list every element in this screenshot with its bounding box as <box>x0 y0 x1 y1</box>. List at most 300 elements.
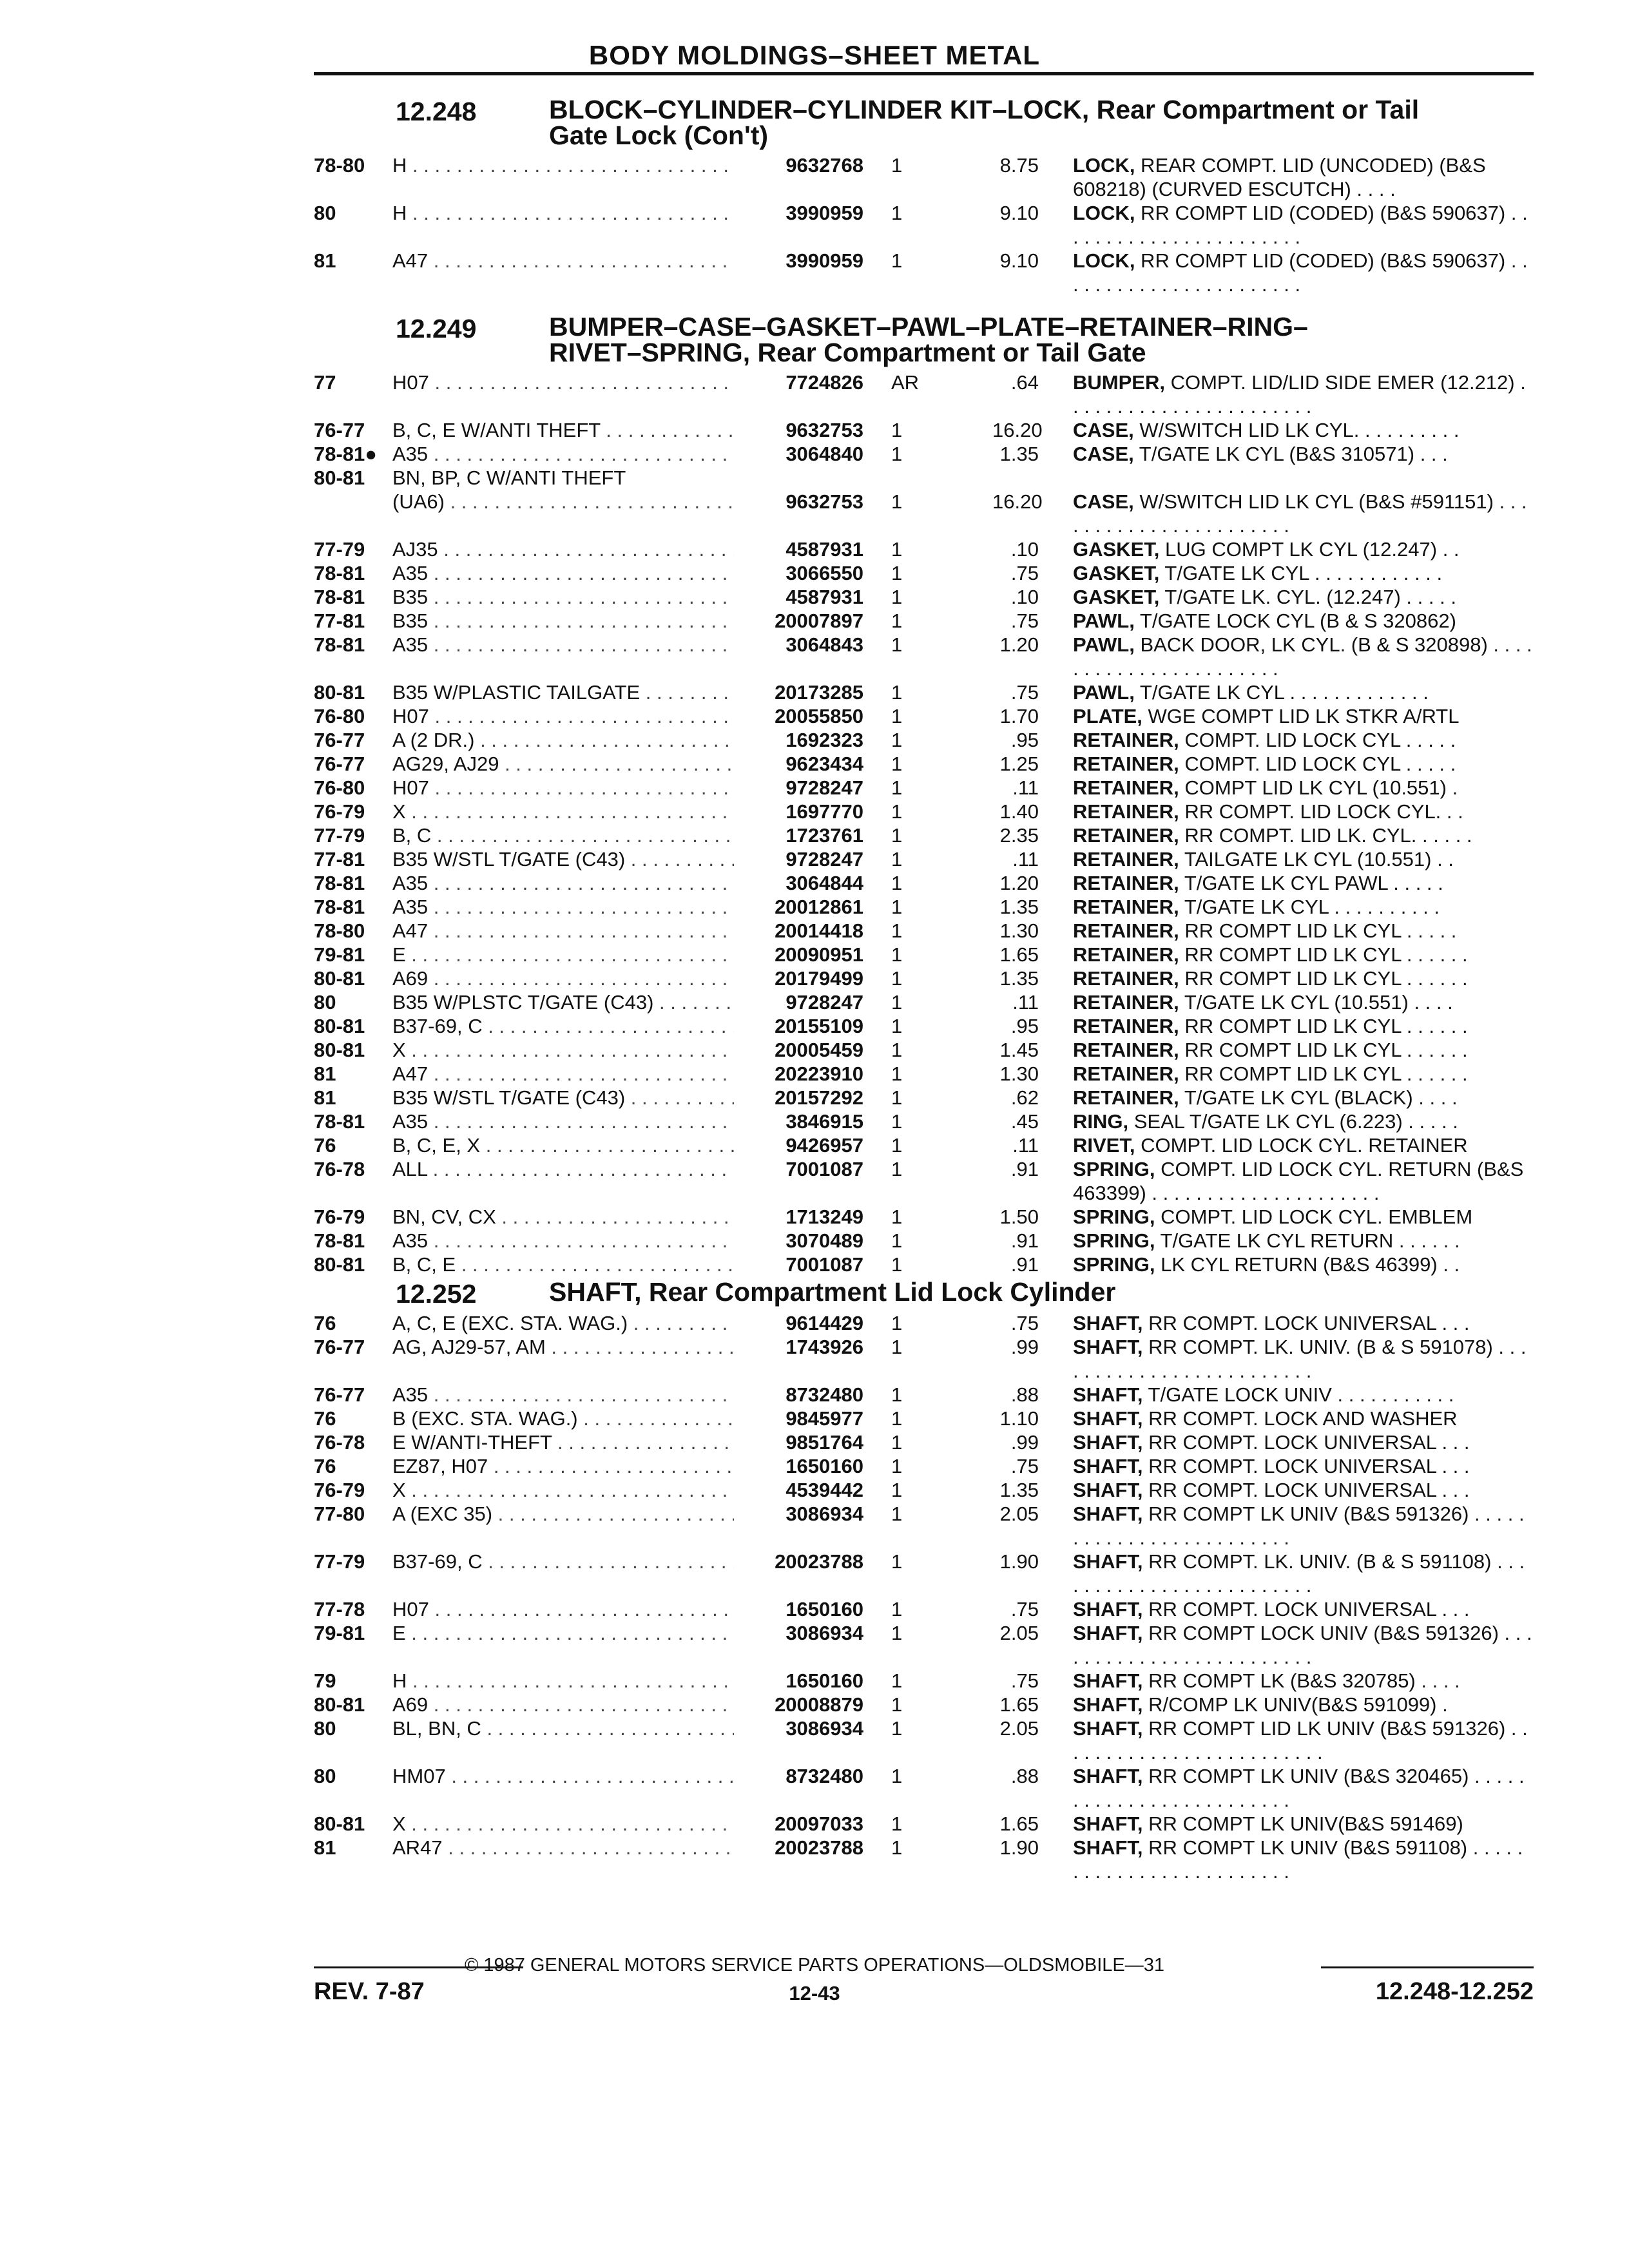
model-code: B35 . . . <box>392 609 734 633</box>
part-description <box>1073 1086 1534 1110</box>
part-name: PAWL, <box>1073 633 1135 656</box>
part-description <box>1073 1430 1534 1454</box>
part-description <box>1073 1253 1534 1276</box>
part-detail: T/GATE LK. CYL. (12.247) . . . . . <box>1159 586 1456 608</box>
model-year: 78-81● <box>314 443 378 465</box>
part-detail: RR COMPT. LOCK UNIVERSAL . . . <box>1142 1479 1470 1501</box>
model-year: 78-81 <box>314 872 365 894</box>
model-year: 76-77 <box>314 729 365 751</box>
part-detail: T/GATE LK CYL RETURN . . . . . . <box>1155 1229 1460 1252</box>
list-price: .10 <box>1010 538 1039 561</box>
list-price: 2.05 <box>999 1717 1039 1740</box>
list-price: 1.20 <box>999 633 1039 656</box>
part-name: LOCK, <box>1073 202 1135 224</box>
part-number: 20223910 <box>775 1062 863 1085</box>
list-price: .62 <box>1010 1086 1039 1109</box>
part-description <box>1073 1550 1534 1597</box>
parts-row <box>0 1669 1629 1693</box>
quantity: 1 <box>891 1015 903 1037</box>
part-description <box>1073 1133 1534 1157</box>
parts-row <box>0 990 1629 1014</box>
part-name: LOCK, <box>1073 154 1135 177</box>
parts-row <box>0 466 1629 490</box>
part-name: SPRING, <box>1073 1206 1155 1228</box>
parts-row <box>0 1133 1629 1157</box>
quantity: 1 <box>891 1110 903 1133</box>
part-description <box>1073 1812 1534 1836</box>
quantity: 1 <box>891 753 903 775</box>
part-name: GASKET, <box>1073 586 1160 608</box>
part-detail: W/SWITCH LID LK CYL. . . . . . . . . . <box>1133 419 1460 441</box>
model-code: A35 . . . <box>392 1110 734 1133</box>
list-price: 9.10 <box>999 249 1039 272</box>
part-description <box>1073 490 1534 537</box>
part-description <box>1073 704 1534 728</box>
model-year: 81 <box>314 1062 336 1085</box>
parts-row <box>0 1550 1629 1597</box>
list-price: 2.05 <box>999 1503 1039 1525</box>
part-name: RETAINER, <box>1073 967 1179 990</box>
part-detail: RR COMPT LOCK UNIV (B&S 591326) . . . . . . . . . . . . . . . . . . . . . . . . . <box>1073 1622 1532 1668</box>
list-price: .11 <box>1012 776 1039 799</box>
list-price: 1.90 <box>999 1550 1039 1573</box>
part-name: SPRING, <box>1073 1229 1155 1252</box>
part-description <box>1073 609 1534 633</box>
list-price: .75 <box>1010 1598 1039 1620</box>
part-name: RETAINER, <box>1073 872 1179 894</box>
model-code: E . . . <box>392 943 734 966</box>
part-detail: SEAL T/GATE LK CYL (6.223) . . . . . <box>1128 1110 1458 1133</box>
part-name: GASKET, <box>1073 562 1160 584</box>
list-price: .45 <box>1010 1110 1039 1133</box>
part-number: 20179499 <box>775 967 863 990</box>
model-year: 76 <box>314 1312 336 1334</box>
part-description <box>1073 895 1534 919</box>
footer-page-number: 12-43 <box>789 1982 840 2004</box>
parts-row <box>0 633 1629 680</box>
part-name: SHAFT, <box>1073 1717 1143 1740</box>
part-number: 20023788 <box>775 1836 863 1859</box>
model-year: 76-79 <box>314 800 365 823</box>
part-number: 9728247 <box>786 848 863 870</box>
parts-row <box>0 1836 1629 1883</box>
part-number: 1650160 <box>786 1669 863 1692</box>
part-description <box>1073 537 1534 561</box>
model-code: H . . . <box>392 201 734 225</box>
list-price: .11 <box>1012 1134 1039 1157</box>
part-detail: T/GATE LK CYL . . . . . . . . . . . . . <box>1134 681 1429 704</box>
list-price: 8.75 <box>999 154 1039 177</box>
model-year: 79-81 <box>314 1622 365 1644</box>
part-description <box>1073 1205 1534 1229</box>
model-code: E W/ANTI-THEFT . . . <box>392 1430 734 1454</box>
part-detail: T/GATE LK CYL . . . . . . . . . . <box>1179 896 1440 918</box>
list-price: .95 <box>1010 729 1039 751</box>
part-number: 20097033 <box>775 1812 863 1835</box>
part-number: 1692323 <box>786 729 863 751</box>
part-number: 9623434 <box>786 753 863 775</box>
model-code: A69 . . . <box>392 966 734 990</box>
quantity: 1 <box>891 1229 903 1252</box>
parts-row <box>0 680 1629 704</box>
part-description <box>1073 1669 1534 1693</box>
parts-row <box>0 728 1629 752</box>
model-code: AR47 . . . <box>392 1836 734 1860</box>
part-name: RETAINER, <box>1073 943 1179 966</box>
list-price: 1.70 <box>999 705 1039 727</box>
quantity: 1 <box>891 1062 903 1085</box>
parts-row <box>0 966 1629 990</box>
part-name: SHAFT, <box>1073 1550 1143 1573</box>
list-price: 1.45 <box>999 1039 1039 1061</box>
page-header-title: BODY MOLDINGS–SHEET METAL <box>588 40 1041 70</box>
part-number: 20173285 <box>775 681 863 704</box>
parts-row <box>0 1110 1629 1133</box>
model-year: 80 <box>314 991 336 1014</box>
part-detail: RR COMPT. LOCK UNIVERSAL . . . <box>1142 1431 1470 1454</box>
part-name: SPRING, <box>1073 1158 1155 1180</box>
model-year: 76-80 <box>314 705 365 727</box>
model-code: A47 . . . <box>392 1062 734 1086</box>
part-detail: T/GATE LK CYL PAWL . . . . . <box>1179 872 1443 894</box>
model-code: B35 W/STL T/GATE (C43) . . . <box>392 847 734 871</box>
model-year: 76-79 <box>314 1479 365 1501</box>
model-year: 77-80 <box>314 1503 365 1525</box>
model-code: AG, AJ29-57, AM . . . <box>392 1335 734 1359</box>
model-code: X . . . <box>392 1478 734 1502</box>
quantity: 1 <box>891 202 903 224</box>
part-detail: BACK DOOR, LK CYL. (B & S 320898) . . . . . . . . . . . . . . . . . . . . . . . <box>1073 633 1532 680</box>
part-detail: REAR COMPT. LID (UNCODED) (B&S 608218) (CURVED ESCUTCH) . . . . <box>1073 154 1486 200</box>
part-number: 9632753 <box>786 490 863 513</box>
parts-row <box>0 1335 1629 1383</box>
list-price: .99 <box>1010 1336 1039 1358</box>
parts-row <box>0 1478 1629 1502</box>
part-number: 4539442 <box>786 1479 863 1501</box>
model-year: 81 <box>314 1086 336 1109</box>
part-detail: RR COMPT LK (B&S 320785) . . . . <box>1142 1669 1460 1692</box>
part-detail: COMPT. LID LOCK CYL . . . . . <box>1179 729 1456 751</box>
part-description <box>1073 1157 1534 1205</box>
part-detail: RR COMPT. LOCK UNIVERSAL . . . <box>1142 1312 1470 1334</box>
part-description <box>1073 871 1534 895</box>
parts-row <box>0 1597 1629 1621</box>
list-price: .91 <box>1010 1253 1039 1276</box>
part-name: SHAFT, <box>1073 1336 1143 1358</box>
parts-row <box>0 1086 1629 1110</box>
part-detail: RR COMPT. LID LK. CYL. . . . . . <box>1179 824 1472 847</box>
model-code: BL, BN, C . . . <box>392 1716 734 1740</box>
model-year: 77-78 <box>314 1598 365 1620</box>
quantity: 1 <box>891 419 903 441</box>
model-code: B35 W/STL T/GATE (C43) . . . <box>392 1086 734 1110</box>
part-detail: RR COMPT. LOCK UNIVERSAL . . . <box>1142 1455 1470 1477</box>
part-description <box>1073 680 1534 704</box>
part-description <box>1073 201 1534 249</box>
part-name: SHAFT, <box>1073 1455 1143 1477</box>
part-description <box>1073 249 1534 296</box>
part-number: 3086934 <box>786 1503 863 1525</box>
quantity: 1 <box>891 896 903 918</box>
model-year: 78-80 <box>314 919 365 942</box>
parts-row <box>0 1253 1629 1276</box>
list-price: 9.10 <box>999 202 1039 224</box>
quantity: AR <box>891 371 920 394</box>
part-number: 1650160 <box>786 1598 863 1620</box>
part-detail: R/COMP LK UNIV(B&S 591099) . <box>1142 1693 1448 1716</box>
part-detail: T/GATE LK CYL (10.551) . . . . <box>1179 991 1453 1014</box>
part-detail: LK CYL RETURN (B&S 46399) . . <box>1155 1253 1460 1276</box>
model-year: 77 <box>314 371 336 394</box>
part-name: RETAINER, <box>1073 991 1179 1014</box>
model-year: 80-81 <box>314 1693 365 1716</box>
list-price: 1.20 <box>999 872 1039 894</box>
header-rule <box>314 72 1534 75</box>
part-number: 1650160 <box>786 1455 863 1477</box>
part-detail: RR COMPT LID LK CYL . . . . . . <box>1179 1015 1468 1037</box>
list-price: 1.35 <box>999 1479 1039 1501</box>
parts-row <box>0 1014 1629 1038</box>
part-name: RIVET, <box>1073 1134 1135 1157</box>
part-name: PAWL, <box>1073 610 1135 632</box>
list-price: 1.35 <box>999 443 1039 465</box>
part-number: 20012861 <box>775 896 863 918</box>
parts-row <box>0 1502 1629 1550</box>
part-detail: COMPT. LID LOCK CYL. RETAINER <box>1135 1134 1468 1157</box>
part-number: 3066550 <box>786 562 863 584</box>
parts-row <box>0 704 1629 728</box>
part-description <box>1073 1836 1534 1883</box>
part-name: RETAINER, <box>1073 729 1179 751</box>
model-code: A47 . . . <box>392 919 734 943</box>
part-name: RETAINER, <box>1073 1039 1179 1061</box>
model-code: B35 . . . <box>392 585 734 609</box>
model-code: B, C, E . . . <box>392 1253 734 1276</box>
part-number: 3086934 <box>786 1622 863 1644</box>
part-description <box>1073 418 1534 442</box>
part-name: GASKET, <box>1073 538 1160 561</box>
part-description <box>1073 1502 1534 1550</box>
parts-row <box>0 370 1629 418</box>
quantity: 1 <box>891 1039 903 1061</box>
section-heading <box>0 314 1629 370</box>
model-code: H07 . . . <box>392 370 734 394</box>
part-description <box>1073 585 1534 609</box>
part-detail: RR COMPT LID LK CYL . . . . . . <box>1179 1062 1468 1085</box>
part-name: RETAINER, <box>1073 1015 1179 1037</box>
section-12.252 <box>0 1279 1629 1883</box>
model-code: B35 W/PLASTIC TAILGATE . . . <box>392 680 734 704</box>
list-price: .91 <box>1010 1229 1039 1252</box>
part-name: RETAINER, <box>1073 776 1179 799</box>
quantity: 1 <box>891 610 903 632</box>
part-detail: COMPT LID LK CYL (10.551) . <box>1179 776 1458 799</box>
model-code: BN, CV, CX . . . <box>392 1205 734 1229</box>
part-number: 20005459 <box>775 1039 863 1061</box>
part-description <box>1073 1110 1534 1133</box>
quantity: 1 <box>891 729 903 751</box>
quantity: 1 <box>891 776 903 799</box>
quantity: 1 <box>891 1812 903 1835</box>
part-number: 7001087 <box>786 1158 863 1180</box>
parts-row <box>0 1716 1629 1764</box>
part-detail: W/SWITCH LID LK CYL (B&S #591151) . . . . . . . . . . . . . . . . . . . . . . . <box>1073 490 1527 537</box>
section-title: BUMPER–CASE–GASKET–PAWL–PLATE–RETAINER–RING– RIVET–SPRING, Rear Compartment or Tail Gate <box>549 312 1308 367</box>
parts-row <box>0 585 1629 609</box>
model-year: 80-81 <box>314 1253 365 1276</box>
part-name: SHAFT, <box>1073 1479 1143 1501</box>
parts-row <box>0 823 1629 847</box>
part-detail: COMPT. LID LOCK CYL. EMBLEM <box>1155 1206 1473 1228</box>
list-price: 1.30 <box>999 919 1039 942</box>
part-name: RETAINER, <box>1073 1062 1179 1085</box>
part-name: SPRING, <box>1073 1253 1155 1276</box>
part-detail: RR COMPT. LK. UNIV. (B & S 591078) . . . . . . . . . . . . . . . . . . . . . . . . . <box>1073 1336 1527 1382</box>
part-description <box>1073 1407 1534 1430</box>
quantity: 1 <box>891 1253 903 1276</box>
part-description <box>1073 1062 1534 1086</box>
part-description <box>1073 370 1534 418</box>
model-code: A35 . . . <box>392 561 734 585</box>
part-number: 3070489 <box>786 1229 863 1252</box>
model-code: B35 W/PLSTC T/GATE (C43) . . . <box>392 990 734 1014</box>
model-year: 78-81 <box>314 633 365 656</box>
footer-revision: REV. 7-87 <box>314 1978 425 2005</box>
list-price: .91 <box>1010 1158 1039 1180</box>
quantity: 1 <box>891 1693 903 1716</box>
quantity: 1 <box>891 1717 903 1740</box>
list-price: 1.35 <box>999 896 1039 918</box>
model-code: H07 . . . <box>392 1597 734 1621</box>
parts-row <box>0 1454 1629 1478</box>
quantity: 1 <box>891 249 903 272</box>
model-year: 80-81 <box>314 466 365 489</box>
part-description <box>1073 1693 1534 1716</box>
part-description <box>1073 442 1534 466</box>
list-price: .75 <box>1010 562 1039 584</box>
quantity: 1 <box>891 1158 903 1180</box>
part-description <box>1073 153 1534 201</box>
quantity: 1 <box>891 824 903 847</box>
part-name: BUMPER, <box>1073 371 1165 394</box>
model-year: 80-81 <box>314 1039 365 1061</box>
model-year: 76-77 <box>314 1383 365 1406</box>
part-name: SHAFT, <box>1073 1812 1143 1835</box>
model-year: 78-81 <box>314 1229 365 1252</box>
part-name: RETAINER, <box>1073 896 1179 918</box>
quantity: 1 <box>891 562 903 584</box>
model-year: 77-79 <box>314 538 365 561</box>
part-detail: RR COMPT LID LK CYL . . . . . . <box>1179 943 1468 966</box>
part-number: 4587931 <box>786 586 863 608</box>
list-price: .88 <box>1010 1765 1039 1787</box>
part-description <box>1073 1014 1534 1038</box>
quantity: 1 <box>891 538 903 561</box>
part-name: SHAFT, <box>1073 1765 1143 1787</box>
quantity: 1 <box>891 1383 903 1406</box>
list-price: 1.65 <box>999 1812 1039 1835</box>
part-number: 4587931 <box>786 538 863 561</box>
model-year: 77-81 <box>314 848 365 870</box>
list-price: 1.30 <box>999 1062 1039 1085</box>
parts-row <box>0 537 1629 561</box>
quantity: 1 <box>891 1312 903 1334</box>
list-price: 1.65 <box>999 1693 1039 1716</box>
quantity: 1 <box>891 872 903 894</box>
footer-section-range: 12.248-12.252 <box>1375 1978 1534 2005</box>
model-year: 76-77 <box>314 419 365 441</box>
part-name: RETAINER, <box>1073 919 1179 942</box>
model-code: H . . . <box>392 1669 734 1693</box>
model-year: 78-81 <box>314 586 365 608</box>
part-description <box>1073 1478 1534 1502</box>
part-name: PLATE, <box>1073 705 1142 727</box>
part-detail: TAILGATE LK CYL (10.551) . . <box>1179 848 1454 870</box>
model-year: 78-80 <box>314 154 365 177</box>
part-number: 3990959 <box>786 202 863 224</box>
model-code: A, C, E (EXC. STA. WAG.) . . . <box>392 1311 734 1335</box>
model-year: 76-78 <box>314 1431 365 1454</box>
part-number: 1713249 <box>786 1206 863 1228</box>
model-code: B37-69, C . . . <box>392 1014 734 1038</box>
part-description <box>1073 1229 1534 1253</box>
section-title: BLOCK–CYLINDER–CYLINDER KIT–LOCK, Rear Compartment or Tail Gate Lock (Con't) <box>549 95 1420 150</box>
part-number: 20055850 <box>775 705 863 727</box>
parts-row <box>0 800 1629 823</box>
part-name: CASE, <box>1073 419 1134 441</box>
part-name: SHAFT, <box>1073 1622 1143 1644</box>
quantity: 1 <box>891 1336 903 1358</box>
model-code: A35 . . . <box>392 442 734 466</box>
part-description <box>1073 800 1534 823</box>
model-code: A69 . . . <box>392 1693 734 1716</box>
model-year: 80-81 <box>314 967 365 990</box>
part-name: SHAFT, <box>1073 1312 1143 1334</box>
model-code: A (EXC 35) . . . <box>392 1502 734 1526</box>
model-code: A35 . . . <box>392 1229 734 1253</box>
model-year: 77-79 <box>314 824 365 847</box>
quantity: 1 <box>891 1455 903 1477</box>
part-description <box>1073 752 1534 776</box>
footer-rule-right <box>1321 1966 1534 1968</box>
parts-row <box>0 1205 1629 1229</box>
model-year: 76-77 <box>314 753 365 775</box>
model-code: X . . . <box>392 1038 734 1062</box>
part-number: 3064843 <box>786 633 863 656</box>
part-detail: LUG COMPT LK CYL (12.247) . . <box>1159 538 1460 561</box>
model-year: 76-80 <box>314 776 365 799</box>
parts-row <box>0 201 1629 249</box>
part-number: 9728247 <box>786 776 863 799</box>
model-year: 81 <box>314 249 336 272</box>
list-price: 1.10 <box>999 1407 1039 1430</box>
part-detail: RR COMPT LK UNIV (B&S 591326) . . . . . . . . . . . . . . . . . . . . . . . . . <box>1073 1503 1525 1549</box>
parts-row <box>0 895 1629 919</box>
model-year: 81 <box>314 1836 336 1859</box>
part-number: 1697770 <box>786 800 863 823</box>
part-detail: T/GATE LK CYL (BLACK) . . . . <box>1179 1086 1458 1109</box>
list-price: .99 <box>1010 1431 1039 1454</box>
part-number: 3064844 <box>786 872 863 894</box>
quantity: 1 <box>891 800 903 823</box>
model-year: 78-81 <box>314 896 365 918</box>
part-number: 20157292 <box>775 1086 863 1109</box>
parts-row <box>0 1229 1629 1253</box>
list-price: 2.05 <box>999 1622 1039 1644</box>
quantity: 1 <box>891 633 903 656</box>
parts-row <box>0 1764 1629 1812</box>
parts-row <box>0 1430 1629 1454</box>
